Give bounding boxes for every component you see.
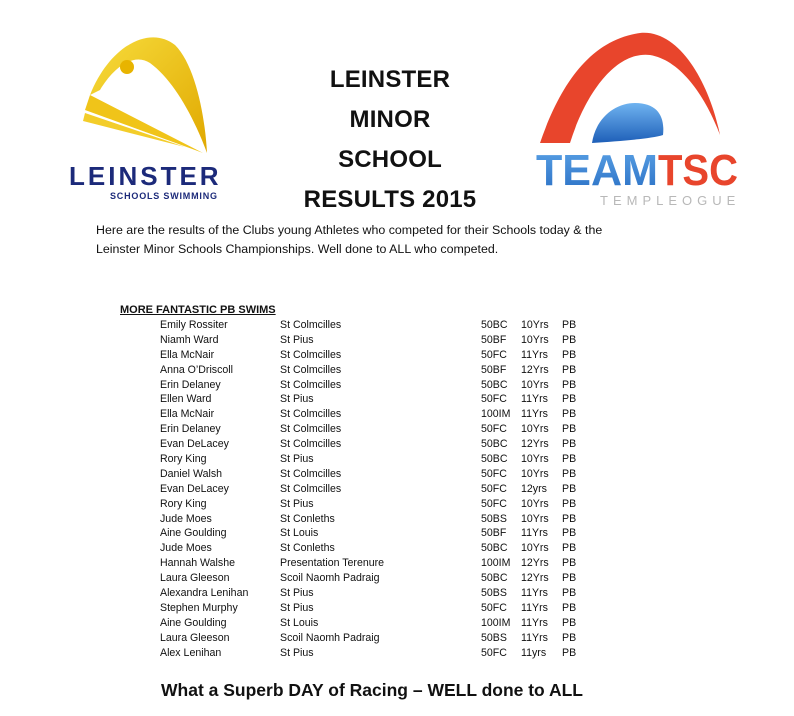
result-badge: PB <box>562 631 577 644</box>
result-badge: PB <box>562 378 577 391</box>
event: 50FC <box>481 482 507 495</box>
swimmer-name: Erin Delaney <box>160 423 221 436</box>
school-name: Scoil Naomh Padraig <box>280 572 380 585</box>
result-row <box>0 363 794 378</box>
age-group: 11Yrs <box>521 616 548 629</box>
result-badge: PB <box>562 453 577 466</box>
swimmer-name: Evan DeLacey <box>160 482 229 495</box>
age-group: 11Yrs <box>521 393 548 406</box>
result-badge: PB <box>562 393 577 406</box>
result-row <box>0 541 794 556</box>
result-badge: PB <box>562 527 577 540</box>
result-row <box>0 616 794 631</box>
age-group: 11Yrs <box>521 587 548 600</box>
result-badge: PB <box>562 512 577 525</box>
school-name: St Pius <box>280 453 314 466</box>
age-group: 12Yrs <box>521 363 549 376</box>
swimmer-name: Emily Rossiter <box>160 319 228 331</box>
swimmer-name: Aine Goulding <box>160 616 227 629</box>
swimmer-name: Stephen Murphy <box>160 601 238 614</box>
intro-paragraph <box>96 221 696 259</box>
age-group: 12Yrs <box>521 438 549 451</box>
leinster-schools-swimming-logo <box>55 25 265 215</box>
school-name: St Pius <box>280 587 314 600</box>
school-name: St Pius <box>280 601 314 614</box>
result-badge: PB <box>562 542 577 555</box>
school-name: St Conleths <box>280 512 335 525</box>
swimmer-name: Ellen Ward <box>160 393 212 406</box>
svg-text:TSC: TSC <box>658 146 738 195</box>
age-group: 10Yrs <box>521 423 549 436</box>
age-group: 10Yrs <box>521 319 549 331</box>
age-group: 10Yrs <box>521 333 549 346</box>
event: 50BS <box>481 631 507 644</box>
event: 50BC <box>481 453 508 466</box>
swimmer-name: Hannah Walshe <box>160 557 235 570</box>
event: 50FC <box>481 601 507 614</box>
swimmer-name: Laura Gleeson <box>160 631 230 644</box>
school-name: Scoil Naomh Padraig <box>280 631 380 644</box>
result-row <box>0 348 794 363</box>
title-line: RESULTS 2015 <box>303 186 477 213</box>
event: 50BC <box>481 542 508 555</box>
event: 50FC <box>481 467 507 480</box>
event: 100IM <box>481 408 511 421</box>
event: 50BF <box>481 333 507 346</box>
event: 50BF <box>481 363 507 376</box>
result-row <box>0 601 794 616</box>
result-badge: PB <box>562 333 577 346</box>
swimmer-swoosh-icon <box>55 25 265 215</box>
swimmer-name: Laura Gleeson <box>160 572 230 585</box>
school-name: St Colmcilles <box>280 348 342 361</box>
age-group: 11Yrs <box>521 408 548 421</box>
swimmer-name: Aine Goulding <box>160 527 227 540</box>
result-row <box>0 422 794 437</box>
svg-text:TEMPLEOGUE: TEMPLEOGUE <box>600 193 741 208</box>
school-name: St Conleths <box>280 542 335 555</box>
school-name: St Colmcilles <box>280 423 342 436</box>
title-line: MINOR <box>349 106 431 133</box>
event: 50BC <box>481 438 508 451</box>
result-badge: PB <box>562 438 577 451</box>
school-name: St Colmcilles <box>280 378 342 391</box>
age-group: 11yrs <box>521 646 547 659</box>
result-badge: PB <box>562 467 577 480</box>
intro-line: Here are the results of the Clubs young Athletes who competed for their Schools today & the <box>96 223 603 237</box>
school-name: St Colmcilles <box>280 482 342 495</box>
result-row <box>0 407 794 422</box>
age-group: 11Yrs <box>521 631 548 644</box>
event: 50BC <box>481 319 508 331</box>
closing-message: What a Superb DAY of Racing – WELL done to ALL <box>161 680 583 700</box>
event: 50FC <box>481 348 507 361</box>
result-badge: PB <box>562 616 577 629</box>
event: 50BC <box>481 378 508 391</box>
event: 50BC <box>481 572 508 585</box>
result-row <box>0 646 794 661</box>
result-badge: PB <box>562 497 577 510</box>
result-badge: PB <box>562 423 577 436</box>
age-group: 10Yrs <box>521 542 549 555</box>
swimmer-name: Erin Delaney <box>160 378 221 391</box>
event: 50BS <box>481 512 507 525</box>
title-line: LEINSTER <box>329 66 451 93</box>
age-group: 11Yrs <box>521 601 548 614</box>
school-name: St Colmcilles <box>280 467 342 480</box>
age-group: 10Yrs <box>521 378 549 391</box>
school-name: St Pius <box>280 333 314 346</box>
swimmer-name: Ella McNair <box>160 348 215 361</box>
result-row <box>0 497 794 512</box>
result-badge: PB <box>562 482 577 495</box>
swimmer-name: Ella McNair <box>160 408 215 421</box>
result-badge: PB <box>562 408 577 421</box>
swimmer-name: Jude Moes <box>160 512 212 525</box>
age-group: 12yrs <box>521 482 547 495</box>
result-row <box>0 392 794 407</box>
team-tsc-templeogue-logo <box>530 25 750 215</box>
result-row <box>0 467 794 482</box>
result-row <box>0 631 794 646</box>
age-group: 10Yrs <box>521 512 549 525</box>
swimmer-name: Alexandra Lenihan <box>160 587 249 600</box>
school-name: St Pius <box>280 497 314 510</box>
result-row <box>0 378 794 393</box>
title-line: SCHOOL <box>338 146 442 173</box>
swimmer-arc-icon <box>530 25 750 215</box>
result-badge: PB <box>562 587 577 600</box>
age-group: 11Yrs <box>521 527 548 540</box>
school-name: Presentation Terenure <box>280 557 385 570</box>
school-name: St Colmcilles <box>280 363 342 376</box>
age-group: 10Yrs <box>521 497 549 510</box>
school-name: St Colmcilles <box>280 319 342 331</box>
age-group: 11Yrs <box>521 348 548 361</box>
event: 100IM <box>481 616 511 629</box>
svg-text:TEAM: TEAM <box>536 146 658 195</box>
results-list <box>0 318 794 660</box>
result-badge: PB <box>562 646 577 659</box>
swimmer-name: Rory King <box>160 453 207 466</box>
age-group: 10Yrs <box>521 467 549 480</box>
event: 50FC <box>481 423 507 436</box>
result-badge: PB <box>562 363 577 376</box>
result-row <box>0 526 794 541</box>
age-group: 12Yrs <box>521 557 549 570</box>
svg-text:LEINSTER: LEINSTER <box>69 161 222 191</box>
school-name: St Colmcilles <box>280 438 342 451</box>
result-row <box>0 512 794 527</box>
result-row <box>0 571 794 586</box>
event: 100IM <box>481 557 511 570</box>
swimmer-name: Rory King <box>160 497 207 510</box>
svg-text:SCHOOLS SWIMMING: SCHOOLS SWIMMING <box>110 191 218 201</box>
school-name: St Louis <box>280 616 319 629</box>
swimmer-name: Daniel Walsh <box>160 467 223 480</box>
event: 50FC <box>481 393 507 406</box>
section-heading: MORE FANTASTIC PB SWIMS <box>120 304 276 316</box>
swimmer-name: Alex Lenihan <box>160 646 222 659</box>
event: 50FC <box>481 646 507 659</box>
swimmer-name: Niamh Ward <box>160 333 219 346</box>
page-title <box>285 60 495 220</box>
age-group: 10Yrs <box>521 453 549 466</box>
result-row <box>0 333 794 348</box>
result-row <box>0 318 794 333</box>
result-row <box>0 482 794 497</box>
result-row <box>0 556 794 571</box>
event: 50BS <box>481 587 507 600</box>
event: 50FC <box>481 497 507 510</box>
swimmer-name: Jude Moes <box>160 542 212 555</box>
result-badge: PB <box>562 572 577 585</box>
event: 50BF <box>481 527 507 540</box>
result-badge: PB <box>562 601 577 614</box>
swimmer-name: Evan DeLacey <box>160 438 229 451</box>
school-name: St Louis <box>280 527 319 540</box>
result-badge: PB <box>562 348 577 361</box>
school-name: St Colmcilles <box>280 408 342 421</box>
result-row <box>0 586 794 601</box>
result-badge: PB <box>562 319 577 331</box>
result-row <box>0 452 794 467</box>
age-group: 12Yrs <box>521 572 549 585</box>
intro-line: Leinster Minor Schools Championships. Well done to ALL who competed. <box>96 242 499 256</box>
school-name: St Pius <box>280 646 314 659</box>
result-row <box>0 437 794 452</box>
swimmer-name: Anna O’Driscoll <box>160 363 234 376</box>
school-name: St Pius <box>280 393 314 406</box>
result-badge: PB <box>562 557 577 570</box>
